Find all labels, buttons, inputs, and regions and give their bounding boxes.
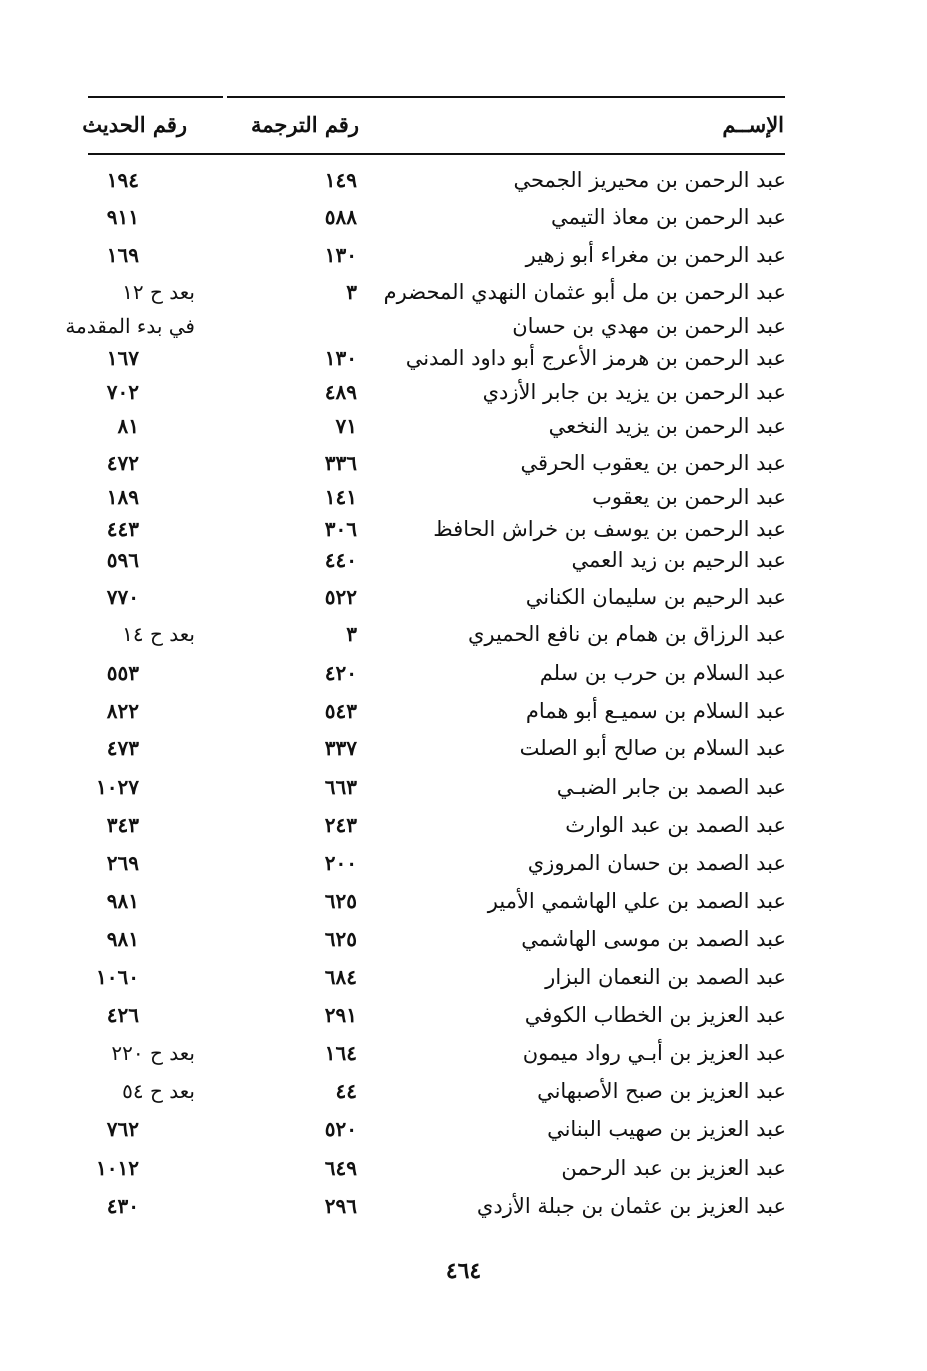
narrator-name: عبد الرحمن بن محيريز الجمحي	[513, 168, 786, 192]
table-row	[0, 694, 927, 728]
translation-number: ٢٩١	[324, 1003, 357, 1027]
translation-number: ٥٨٨	[324, 205, 357, 229]
table-row	[0, 998, 927, 1032]
narrator-name: عبد الرزاق بن همام بن نافع الحميري	[467, 622, 786, 646]
translation-number: ٥٤٣	[324, 699, 357, 723]
hadith-number: ٨٢٢	[106, 699, 139, 723]
narrator-name: عبد الرحمن بن مهدي بن حسان	[512, 314, 786, 338]
table-row	[0, 884, 927, 918]
hadith-number: ٧٠٢	[106, 380, 139, 404]
translation-number: ٦٢٥	[324, 927, 357, 951]
hadith-number: ٧٧٠	[106, 585, 139, 609]
narrator-name: عبد الرحيم بن زيد العمي	[571, 548, 786, 572]
translation-number: ٢٩٦	[324, 1194, 357, 1218]
hadith-number: ٤٢٦	[106, 1003, 139, 1027]
table-row	[0, 1074, 927, 1108]
translation-number: ٦٤٩	[324, 1156, 357, 1180]
narrator-name: عبد السلام بن سميـع أبو همام	[525, 699, 786, 723]
narrator-name: عبد العزيز بن عثمان بن جبلة الأزدي	[476, 1194, 786, 1218]
table-row	[0, 309, 927, 343]
narrator-name: عبد الرحمن بن يزيد بن جابر الأزدي	[482, 380, 786, 404]
table-row	[0, 770, 927, 804]
translation-number: ٤٨٩	[324, 380, 357, 404]
hadith-number: ٤٣٠	[106, 1194, 139, 1218]
hadith-number: ١٦٧	[106, 346, 139, 370]
header-rule	[88, 153, 785, 155]
translation-number: ٢٠٠	[324, 851, 357, 875]
narrator-name: عبد الصمد بن جابر الضبـي	[556, 775, 786, 799]
hadith-number: ٥٥٣	[106, 661, 139, 685]
hadith-number: ٤٧٣	[106, 736, 139, 760]
narrator-name: عبد العزيز بن عبد الرحمن	[561, 1156, 786, 1180]
translation-number-column-header: رقم الترجمة	[250, 112, 359, 137]
narrator-name: عبد الرحمن بن يزيد النخعي	[548, 414, 786, 438]
hadith-number: ٧٦٢	[106, 1117, 139, 1141]
translation-number: ١٣٠	[324, 346, 357, 370]
table-row	[0, 731, 927, 765]
hadith-number-column-header: رقم الحديث	[82, 112, 187, 137]
table-row	[0, 656, 927, 690]
narrator-name: عبد الصمد بن علي الهاشمي الأمير	[487, 889, 786, 913]
hadith-number: بعد ح ٥٤	[122, 1079, 195, 1103]
table-row	[0, 163, 927, 197]
table-row	[0, 543, 927, 577]
table-row	[0, 846, 927, 880]
table-row	[0, 1112, 927, 1146]
top-rule-right	[227, 96, 785, 98]
hadith-number: بعد ح ٢٢٠	[111, 1041, 195, 1065]
table-row	[0, 341, 927, 375]
table-row	[0, 922, 927, 956]
hadith-number: ٩٨١	[106, 889, 139, 913]
table-row	[0, 808, 927, 842]
translation-number: ١٣٠	[324, 243, 357, 267]
top-rule-left	[88, 96, 223, 98]
table-row	[0, 409, 927, 443]
table-row	[0, 446, 927, 480]
hadith-number: ٨١	[117, 414, 139, 438]
narrator-name: عبد الرحيم بن سليمان الكناني	[525, 585, 786, 609]
narrator-name: عبد الرحمن بن يعقوب	[592, 485, 786, 509]
hadith-number: ٥٩٦	[106, 548, 139, 572]
narrator-name: عبد الرحمن بن يوسف بن خراش الحافظ	[433, 517, 786, 541]
narrator-name: عبد الصمد بن موسى الهاشمي	[521, 927, 786, 951]
translation-number: ٧١	[335, 414, 357, 438]
translation-number: ٤٤٠	[324, 548, 357, 572]
narrator-name: عبد العزيز بن صهيب البناني	[547, 1117, 786, 1141]
page-number: ٤٦٤	[445, 1258, 482, 1284]
table-row	[0, 1189, 927, 1223]
translation-number: ٣	[346, 622, 357, 646]
translation-number: ٥٢٢	[324, 585, 357, 609]
table-row	[0, 238, 927, 272]
hadith-number: ١٩٤	[106, 168, 139, 192]
narrator-name: عبد الرحمن بن مل أبو عثمان النهدي المحضرم	[383, 280, 786, 304]
narrator-name: عبد العزيز بن الخطاب الكوفي	[524, 1003, 786, 1027]
table-row	[0, 1151, 927, 1185]
narrator-name: عبد الصمد بن حسان المروزي	[527, 851, 786, 875]
table-row	[0, 580, 927, 614]
translation-number: ٦٦٣	[324, 775, 357, 799]
narrator-name: عبد السلام بن صالح أبو الصلت	[519, 736, 786, 760]
translation-number: ٣٣٦	[324, 451, 357, 475]
translation-number: ١٤٩	[324, 168, 357, 192]
translation-number: ٤٢٠	[324, 661, 357, 685]
translation-number: ٤٤	[335, 1079, 357, 1103]
narrator-name: عبد الرحمن بن يعقوب الحرقي	[520, 451, 786, 475]
hadith-number: بعد ح ١٢	[122, 280, 195, 304]
translation-number: ٥٢٠	[324, 1117, 357, 1141]
narrator-name: عبد الرحمن بن هرمز الأعرج أبو داود المدني	[405, 346, 786, 370]
hadith-number: ١٨٩	[106, 485, 139, 509]
table-row	[0, 275, 927, 309]
translation-number: ٦٨٤	[324, 965, 357, 989]
translation-number: ٣٣٧	[324, 736, 357, 760]
translation-number: ٦٢٥	[324, 889, 357, 913]
narrator-name: عبد العزيز بن أبـي رواد ميمون	[522, 1041, 786, 1065]
narrator-name: عبد الصمد بن عبد الوارث	[565, 813, 786, 837]
hadith-number: بعد ح ١٤	[122, 622, 195, 646]
hadith-number: ٣٤٣	[106, 813, 139, 837]
hadith-number: ٢٦٩	[106, 851, 139, 875]
translation-number: ٢٤٣	[324, 813, 357, 837]
table-row	[0, 200, 927, 234]
hadith-number: ١٠٦٠	[96, 965, 139, 989]
hadith-number: ١٠١٢	[96, 1156, 139, 1180]
narrator-name: عبد الرحمن بن معاذ التيمي	[550, 205, 786, 229]
hadith-number: في بدء المقدمة	[65, 314, 195, 338]
narrator-name: عبد السلام بن حرب بن سلم	[539, 661, 786, 685]
hadith-number: ٩٨١	[106, 927, 139, 951]
table-row	[0, 512, 927, 546]
hadith-number: ٤٧٢	[106, 451, 139, 475]
name-column-header: الإســم	[722, 112, 784, 137]
narrator-name: عبد الرحمن بن مغراء أبو زهير	[525, 243, 786, 267]
translation-number: ٣	[346, 280, 357, 304]
table-row	[0, 375, 927, 409]
translation-number: ٣٠٦	[324, 517, 357, 541]
table-row	[0, 617, 927, 651]
table-row	[0, 1036, 927, 1070]
narrator-name: عبد العزيز بن صبح الأصبهاني	[537, 1079, 786, 1103]
table-row	[0, 480, 927, 514]
translation-number: ١٦٤	[324, 1041, 357, 1065]
translation-number: ١٤١	[324, 485, 357, 509]
narrator-name: عبد الصمد بن النعمان البزار	[545, 965, 786, 989]
hadith-number: ١٦٩	[106, 243, 139, 267]
hadith-number: ١٠٢٧	[96, 775, 139, 799]
hadith-number: ٩١١	[106, 205, 139, 229]
table-row	[0, 960, 927, 994]
hadith-number: ٤٤٣	[106, 517, 139, 541]
